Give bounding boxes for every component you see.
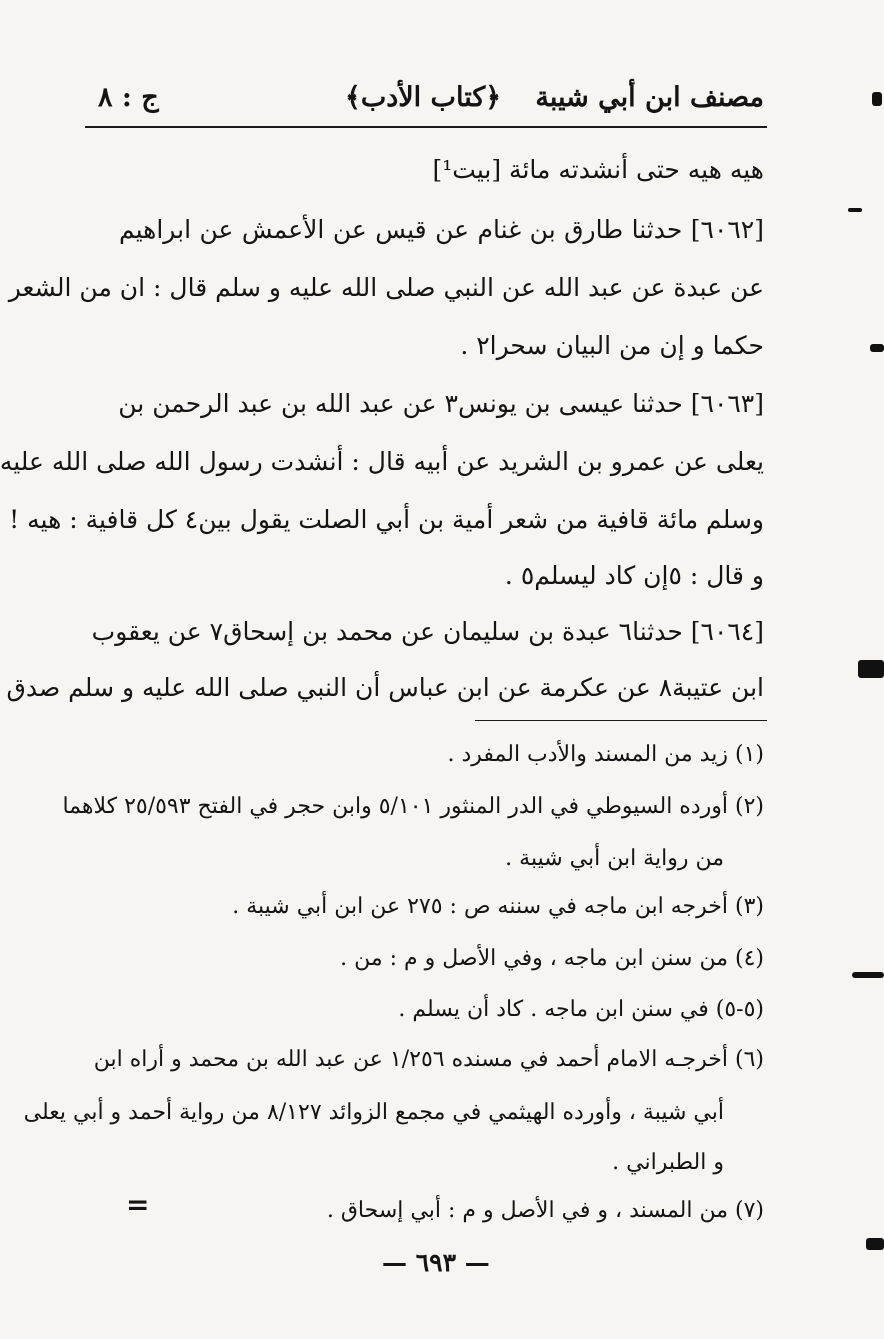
footnote: (٤) من سنن ابن ماجه ، وفي الأصل و م : من .: [340, 946, 764, 971]
scan-mark: [866, 1238, 884, 1250]
footnote-continuation: أبي شيبة ، وأورده الهيثمي في مجمع الزوائد ٨/١٢٧ من رواية أحمد و أبي يعلى: [23, 1100, 724, 1125]
footnote: (١) زيد من المسند والأدب المفرد .: [447, 742, 764, 767]
header-volume: ج : ٨: [98, 82, 159, 113]
body-line: هيه هيه حتى أنشدته مائة [بيت¹]: [432, 155, 764, 184]
header-rule: [85, 126, 767, 128]
footnote: (٧) من المسند ، و في الأصل و م : أبي إسحاق .: [326, 1198, 764, 1223]
page-number: — ٦٩٣ —: [382, 1248, 490, 1277]
body-line: حكما و إن من البيان سحرا٢ .: [460, 331, 764, 360]
footnote-continuation: من رواية ابن أبي شيبة .: [505, 846, 724, 871]
scan-mark: [870, 344, 884, 352]
body-line: ابن عتيبة٨ عن عكرمة عن ابن عباس أن النبي صلى الله عليه و سلم صدق: [6, 673, 764, 702]
body-line: [٦٠٦٢] حدثنا طارق بن غنام عن قيس عن الأعمش عن ابراهيم: [119, 215, 764, 244]
scan-mark: [858, 660, 884, 678]
footnote-continuation: و الطبراني .: [612, 1150, 724, 1175]
footnote: (٣) أخرجه ابن ماجه في سننه ص : ٢٧٥ عن ابن أبي شيبة .: [232, 894, 764, 919]
body-line: [٦٠٦٣] حدثنا عيسى بن يونس٣ عن عبد الله بن عبد الرحمن بن: [118, 389, 764, 418]
scan-mark: [848, 208, 862, 212]
footnote: (٦) أخرجـه الامام أحمد في مسنده ١/٢٥٦ عن عبد الله بن محمد و أراه ابن: [93, 1047, 764, 1072]
body-line: يعلى عن عمرو بن الشريد عن أبيه قال : أنشدت رسول الله صلى الله عليه: [0, 447, 764, 476]
body-line: وسلم مائة قافية من شعر أمية بن أبي الصلت يقول بين٤ كل قافية : هيه !: [9, 505, 764, 534]
header-book-title: مصنف ابن أبي شيبة: [535, 82, 764, 113]
scan-mark: [852, 972, 884, 978]
scan-mark: [872, 92, 882, 106]
footnote: (٥-٥) في سنن ابن ماجه . كاد أن يسلم .: [398, 997, 764, 1022]
continuation-mark: =: [126, 1188, 150, 1221]
footnote: (٢) أورده السيوطي في الدر المنثور ٥/١٠١ وابن حجر في الفتح ٢٥/٥٩٣ كلاهما: [62, 794, 764, 819]
header-chapter-title: ﴿كتاب الأدب﴾: [345, 82, 502, 113]
body-line: و قال : ٥إن كاد ليسلم٥ .: [504, 561, 764, 590]
body-line: [٦٠٦٤] حدثنا٦ عبدة بن سليمان عن محمد بن إسحاق٧ عن يعقوب: [91, 617, 764, 646]
footnote-separator: [475, 720, 767, 721]
body-line: عن عبدة عن عبد الله عن النبي صلى الله عليه و سلم قال : ان من الشعر: [8, 273, 764, 302]
